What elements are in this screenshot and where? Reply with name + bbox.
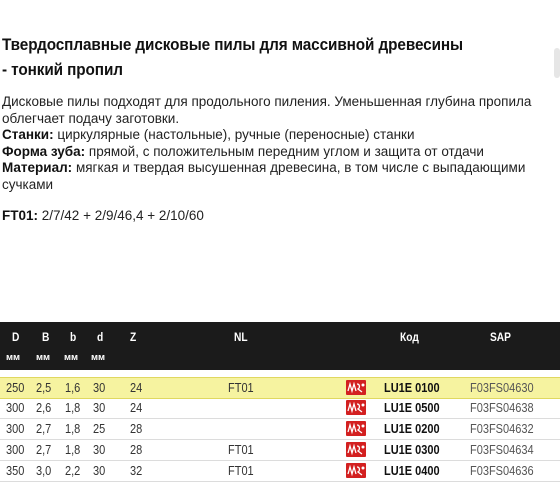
cell-code: LU1E 0400: [384, 464, 440, 478]
spec-label: Материал:: [2, 160, 73, 176]
spec-value: циркулярные (настольные), ручные (переносные) станки: [57, 127, 415, 143]
cell-b: 2,5: [36, 381, 52, 395]
header-d: D: [12, 330, 20, 344]
cell-z: 24: [130, 381, 143, 395]
tooth-formula: [2, 208, 204, 223]
saw-blade-icon: [346, 421, 366, 436]
description-block: [2, 94, 560, 194]
header-b-upper: B: [42, 330, 50, 344]
spec-value: мягкая и твердая высушенная древесина, в том числе с выпадающими сучками: [2, 160, 526, 192]
cell-code: LU1E 0300: [384, 443, 440, 457]
saw-blade-icon: [346, 380, 366, 395]
header-unit: мм: [64, 352, 79, 363]
table-row: [0, 461, 560, 482]
cell-b: 1,8: [65, 422, 81, 436]
cell-code: LU1E 0100: [384, 381, 440, 395]
cell-d: 30: [93, 381, 106, 395]
spec-tooth-shape: [2, 144, 560, 161]
cell-z: 28: [130, 443, 143, 457]
cell-d: 250: [6, 381, 25, 395]
cell-sap: F03FS04636: [470, 464, 534, 478]
cell-code: LU1E 0500: [384, 401, 440, 415]
cell-b: 2,7: [36, 422, 52, 436]
spec-label: Форма зуба:: [2, 143, 86, 159]
scrollbar-thumb[interactable]: [554, 48, 560, 78]
spec-value: прямой, с положительным передним углом и защита от отдачи: [88, 143, 484, 159]
cell-sap: F03FS04638: [470, 401, 534, 415]
cell-b: 2,7: [36, 443, 52, 457]
cell-b: 1,8: [65, 443, 81, 457]
saw-blade-icon: [346, 400, 366, 415]
cell-b: 2,6: [36, 401, 52, 415]
header-unit: мм: [91, 352, 106, 363]
cell-nl: FT01: [228, 443, 254, 457]
cell-sap: F03FS04630: [470, 381, 534, 395]
header-b-lower: b: [70, 330, 77, 344]
header-z: Z: [130, 330, 137, 344]
cell-d: 25: [93, 422, 106, 436]
description-text: Дисковые пилы подходят для продольного пиления. Уменьшенная глубина пропила облегчает подачу заготовки.: [2, 94, 532, 126]
cell-b: 1,8: [65, 401, 81, 415]
formula-label: FT01:: [2, 208, 39, 223]
header-nl: NL: [234, 330, 248, 344]
header-sap: SAP: [490, 330, 511, 344]
cell-d: 30: [93, 401, 106, 415]
cell-b: 3,0: [36, 464, 52, 478]
header-code: Код: [400, 330, 419, 344]
cell-d: 300: [6, 443, 25, 457]
cell-d: 300: [6, 422, 25, 436]
cell-nl: FT01: [228, 381, 254, 395]
cell-b: 2,2: [65, 464, 81, 478]
cell-d: 300: [6, 401, 25, 415]
spec-label: Станки:: [2, 127, 54, 143]
cell-z: 32: [130, 464, 143, 478]
formula-value: 2/7/42 + 2/9/46,4 + 2/10/60: [41, 208, 204, 223]
saw-blade-icon: [346, 442, 366, 457]
table-row: [0, 398, 560, 419]
page-title: Твердосплавные дисковые пилы для массивной древесины - тонкий пропил: [2, 35, 464, 79]
table-row: [0, 419, 560, 440]
table-row: [0, 440, 560, 461]
cell-sap: F03FS04632: [470, 422, 534, 436]
cell-nl: FT01: [228, 464, 254, 478]
table-header: [0, 322, 560, 370]
cell-b: 1,6: [65, 381, 81, 395]
cell-z: 24: [130, 401, 143, 415]
header-unit: мм: [36, 352, 51, 363]
cell-d: 350: [6, 464, 25, 478]
header-d-lower: d: [97, 330, 104, 344]
cell-code: LU1E 0200: [384, 422, 440, 436]
spec-machines: [2, 127, 560, 144]
cell-d: 30: [93, 464, 106, 478]
cell-sap: F03FS04634: [470, 443, 534, 457]
cell-d: 30: [93, 443, 106, 457]
saw-blade-icon: [346, 463, 366, 478]
header-unit: мм: [6, 352, 21, 363]
spec-material: [2, 160, 560, 193]
table-row: [0, 377, 560, 399]
cell-z: 28: [130, 422, 143, 436]
